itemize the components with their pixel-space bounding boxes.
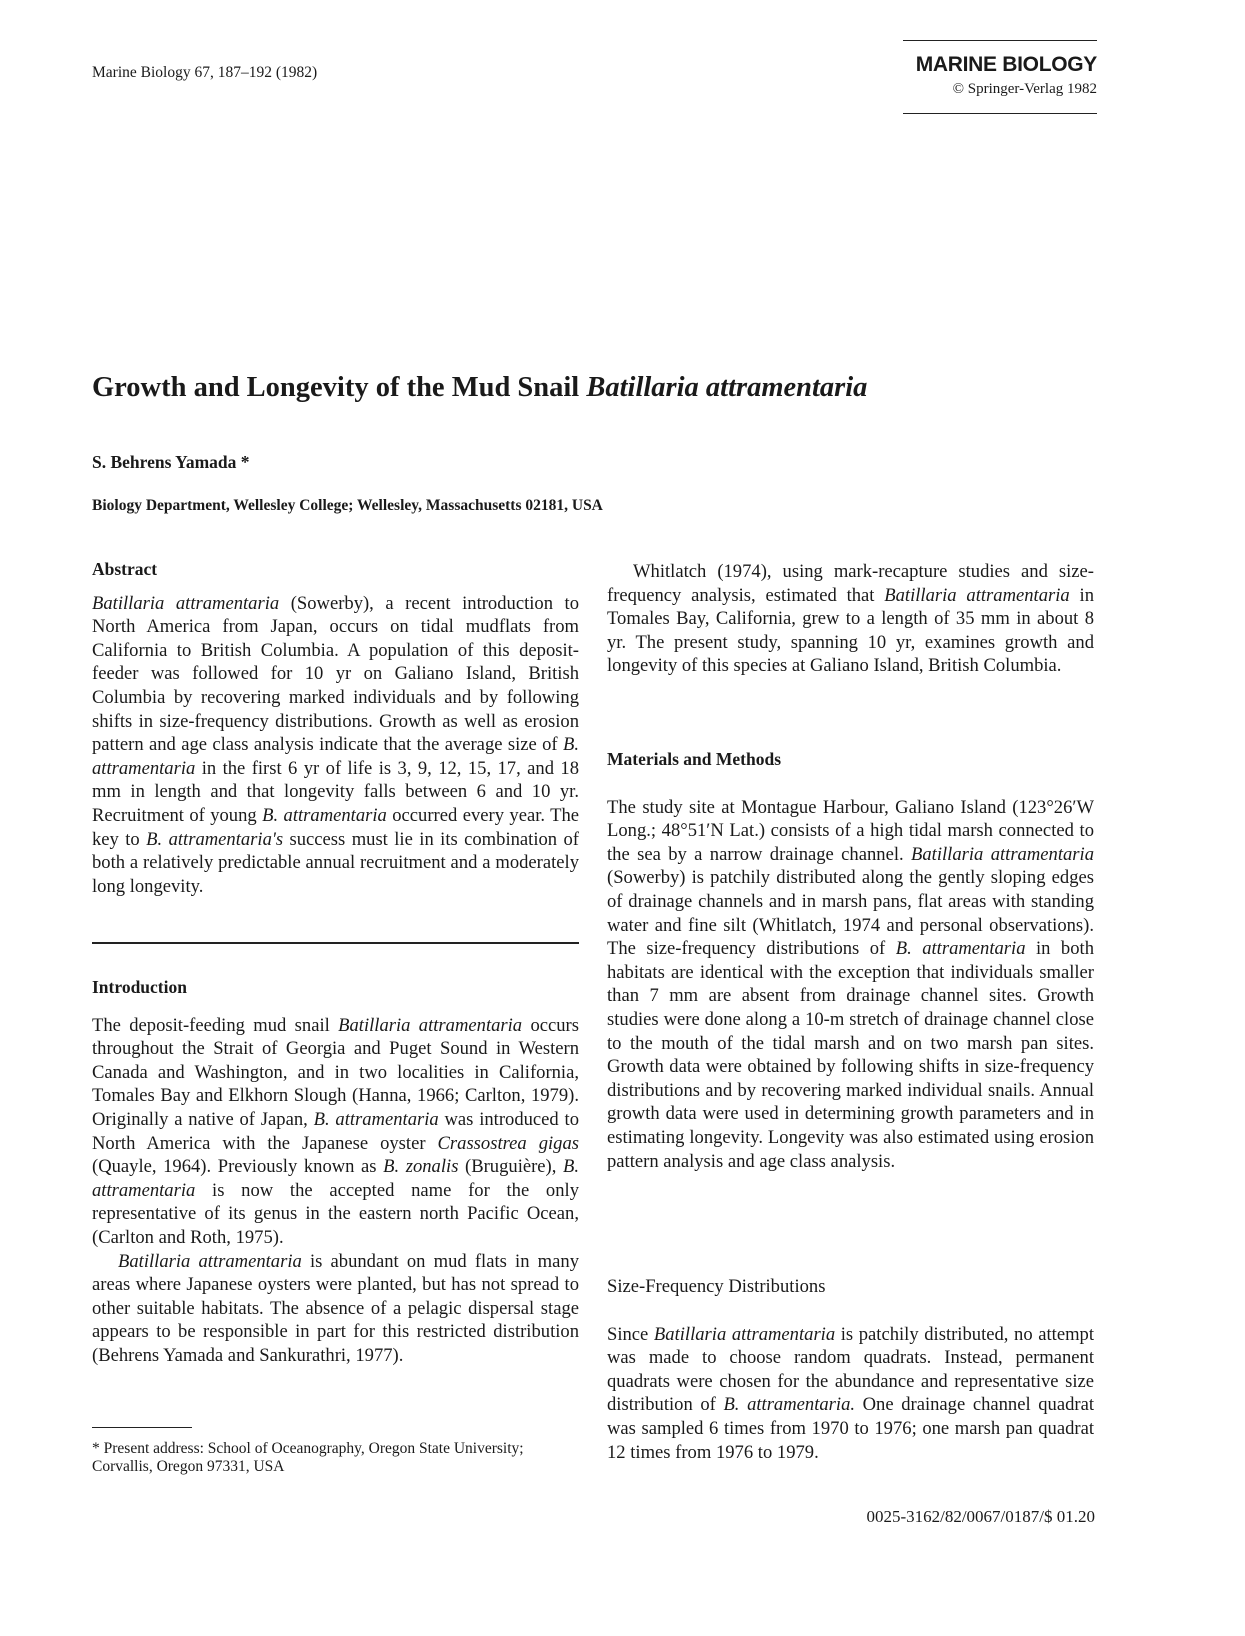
text-run: in the first 6 yr of life is 3, 9, 12, 15, 17, and 18 mm in length and that longevity falls between 6 and 10 yr. Recruitment of young [92,757,579,826]
italic-text: B. attramentaria [92,1156,580,1201]
italic-text: B. attramentaria [262,804,387,826]
paper-title [92,372,867,404]
methods-text [607,796,1094,1174]
title-plain: Growth and Longevity of the Mud Snail [92,372,587,403]
text-run: (Sowerby) is patchily distributed along the gently sloping edges of drainage channels and in marsh pans, flat areas with standing water and fine silt (Whitlatch, 1974 and personal observations). The size-frequency distributions of [607,867,1094,960]
text-run: was introduced to North America with the Japanese oyster [92,1108,579,1154]
footnote-rule [92,1427,192,1428]
italic-text: B. attramentaria. [723,1394,856,1416]
italic-text: Batillaria attramentaria [653,1323,836,1345]
text-run: Since [607,1323,654,1345]
italic-text: B. attramentaria [92,734,579,779]
italic-text: B. attramentaria [895,938,1026,960]
italic-text: B. attramentaria [313,1108,439,1130]
text-run: Whitlatch (1974), using mark-recapture studies and size-frequency analysis, estimated that [607,561,1094,606]
text-run: (Bruguière), [458,1156,563,1178]
intro-continued-paragraph [607,560,1094,678]
size-frequency-text [607,1323,1094,1465]
italic-text: Batillaria attramentaria [884,584,1070,606]
text-run: The study site at Montague Harbour, Galiano Island (123°26′W Long.; 48°51′N Lat.) consists of a high tidal marsh connected to the sea by a narrow drainage channel. [607,796,1094,865]
methods-section [607,748,1094,1173]
text-run: occurred every year. The key to [92,804,579,850]
abstract-section [92,558,579,898]
text-run: in Tomales Bay, California, grew to a length of 35 mm in about 8 yr. The present study, spanning 10 yr, examines growth and longevity of this species at Galiano Island, British Columbia. [607,584,1094,677]
abstract-text [92,592,579,899]
text-run: is now the accepted name for the only representative of its genus in the eastern north Pacific Ocean, (Carlton and Roth, 1975). [92,1179,579,1248]
text-run: One drainage channel quadrat was sampled 6 times from 1970 to 1976; one marsh pan quadrat 12 times from 1976 to 1979. [607,1394,1094,1463]
text-run: is abundant on mud flats in many areas where Japanese oysters were planted, but has not spread to other suitable habitats. The absence of a pelagic dispersal stage appears to be responsible in part for this restricted distribution (Behrens Yamada and Sankurathri, 1977). [92,1250,579,1366]
methods-heading: Materials and Methods [607,749,782,769]
intro-paragraph [92,1014,579,1250]
journal-reference: Marine Biology 67, 187–192 (1982) [92,64,318,81]
text-run: in both habitats are identical with the exception that individuals smaller than 7 mm are absent from drainage channel sites. Growth studies were done along a 10-m stretch of drainage channel close to the mouth of the tidal marsh and on two marsh pan sites. Growth data were obtained by following shifts in size-frequency distributions and by recovering marked individual snails. Annual growth data were used in determining growth parameters and in estimating longevity. Longevity was also estimated using erosion pattern analysis and age class analysis. [607,938,1094,1172]
italic-text: Batillaria attramentaria [911,843,1094,865]
journal-brand-box [903,40,1097,114]
author: S. Behrens Yamada * [92,452,250,472]
copyright: © Springer-Verlag 1982 [952,81,1097,97]
title-italic: Batillaria attramentaria [586,372,868,403]
italic-text: B. zonalis [383,1156,459,1178]
italic-text: Batillaria attramentaria [118,1250,302,1272]
text-run: (Quayle, 1964). Previously known as [92,1156,384,1178]
abstract-rule [92,942,579,944]
affiliation: Biology Department, Wellesley College; Wellesley, Massachusetts 02181, USA [92,497,603,514]
intro-paragraph [92,1250,579,1368]
footnote: * Present address: School of Oceanography, Oregon State University; Corvallis, Oregon 97331, USA [92,1440,524,1475]
abstract-heading: Abstract [92,559,158,579]
italic-text: Batillaria attramentaria [92,592,280,614]
text-run: success must lie in its combination of both a relatively predictable annual recruitment and a moderately long longevity. [92,828,579,897]
introduction-heading: Introduction [92,977,187,997]
right-intro [607,560,1094,678]
size-frequency-section [607,1275,1094,1464]
text-run: (Sowerby), a recent introduction to North America from Japan, occurs on tidal mudflats from California to British Columbia. A population of this deposit-feeder was followed for 10 yr on Galiano Island, British Columbia by recovering marked individuals and by following shifts in size-frequency distributions. Growth as well as erosion pattern and age class analysis indicate that the average size of [92,592,579,756]
introduction-section [92,976,579,1368]
text-run: is patchily distributed, no attempt was made to choose random quadrats. Instead, permanent quadrats were chosen for the abundance and representative size distribution of [607,1323,1094,1416]
italic-text: B. attramentaria's [146,828,284,850]
text-run: occurs throughout the Strait of Georgia and Puget Sound in Western Canada and Washington, and in two localities in California, Tomales Bay and Elkhorn Slough (Hanna, 1966; Carlton, 1979). Originally a native of Japan, [92,1014,579,1130]
italic-text: Batillaria attramentaria [338,1014,523,1036]
text-run: The deposit-feeding mud snail [92,1014,339,1036]
article-code: 0025-3162/82/0067/0187/$ 01.20 [866,1507,1095,1526]
size-frequency-heading: Size-Frequency Distributions [607,1276,826,1297]
italic-text: Crassostrea gigas [437,1132,579,1154]
journal-name: MARINE BIOLOGY [915,53,1097,76]
